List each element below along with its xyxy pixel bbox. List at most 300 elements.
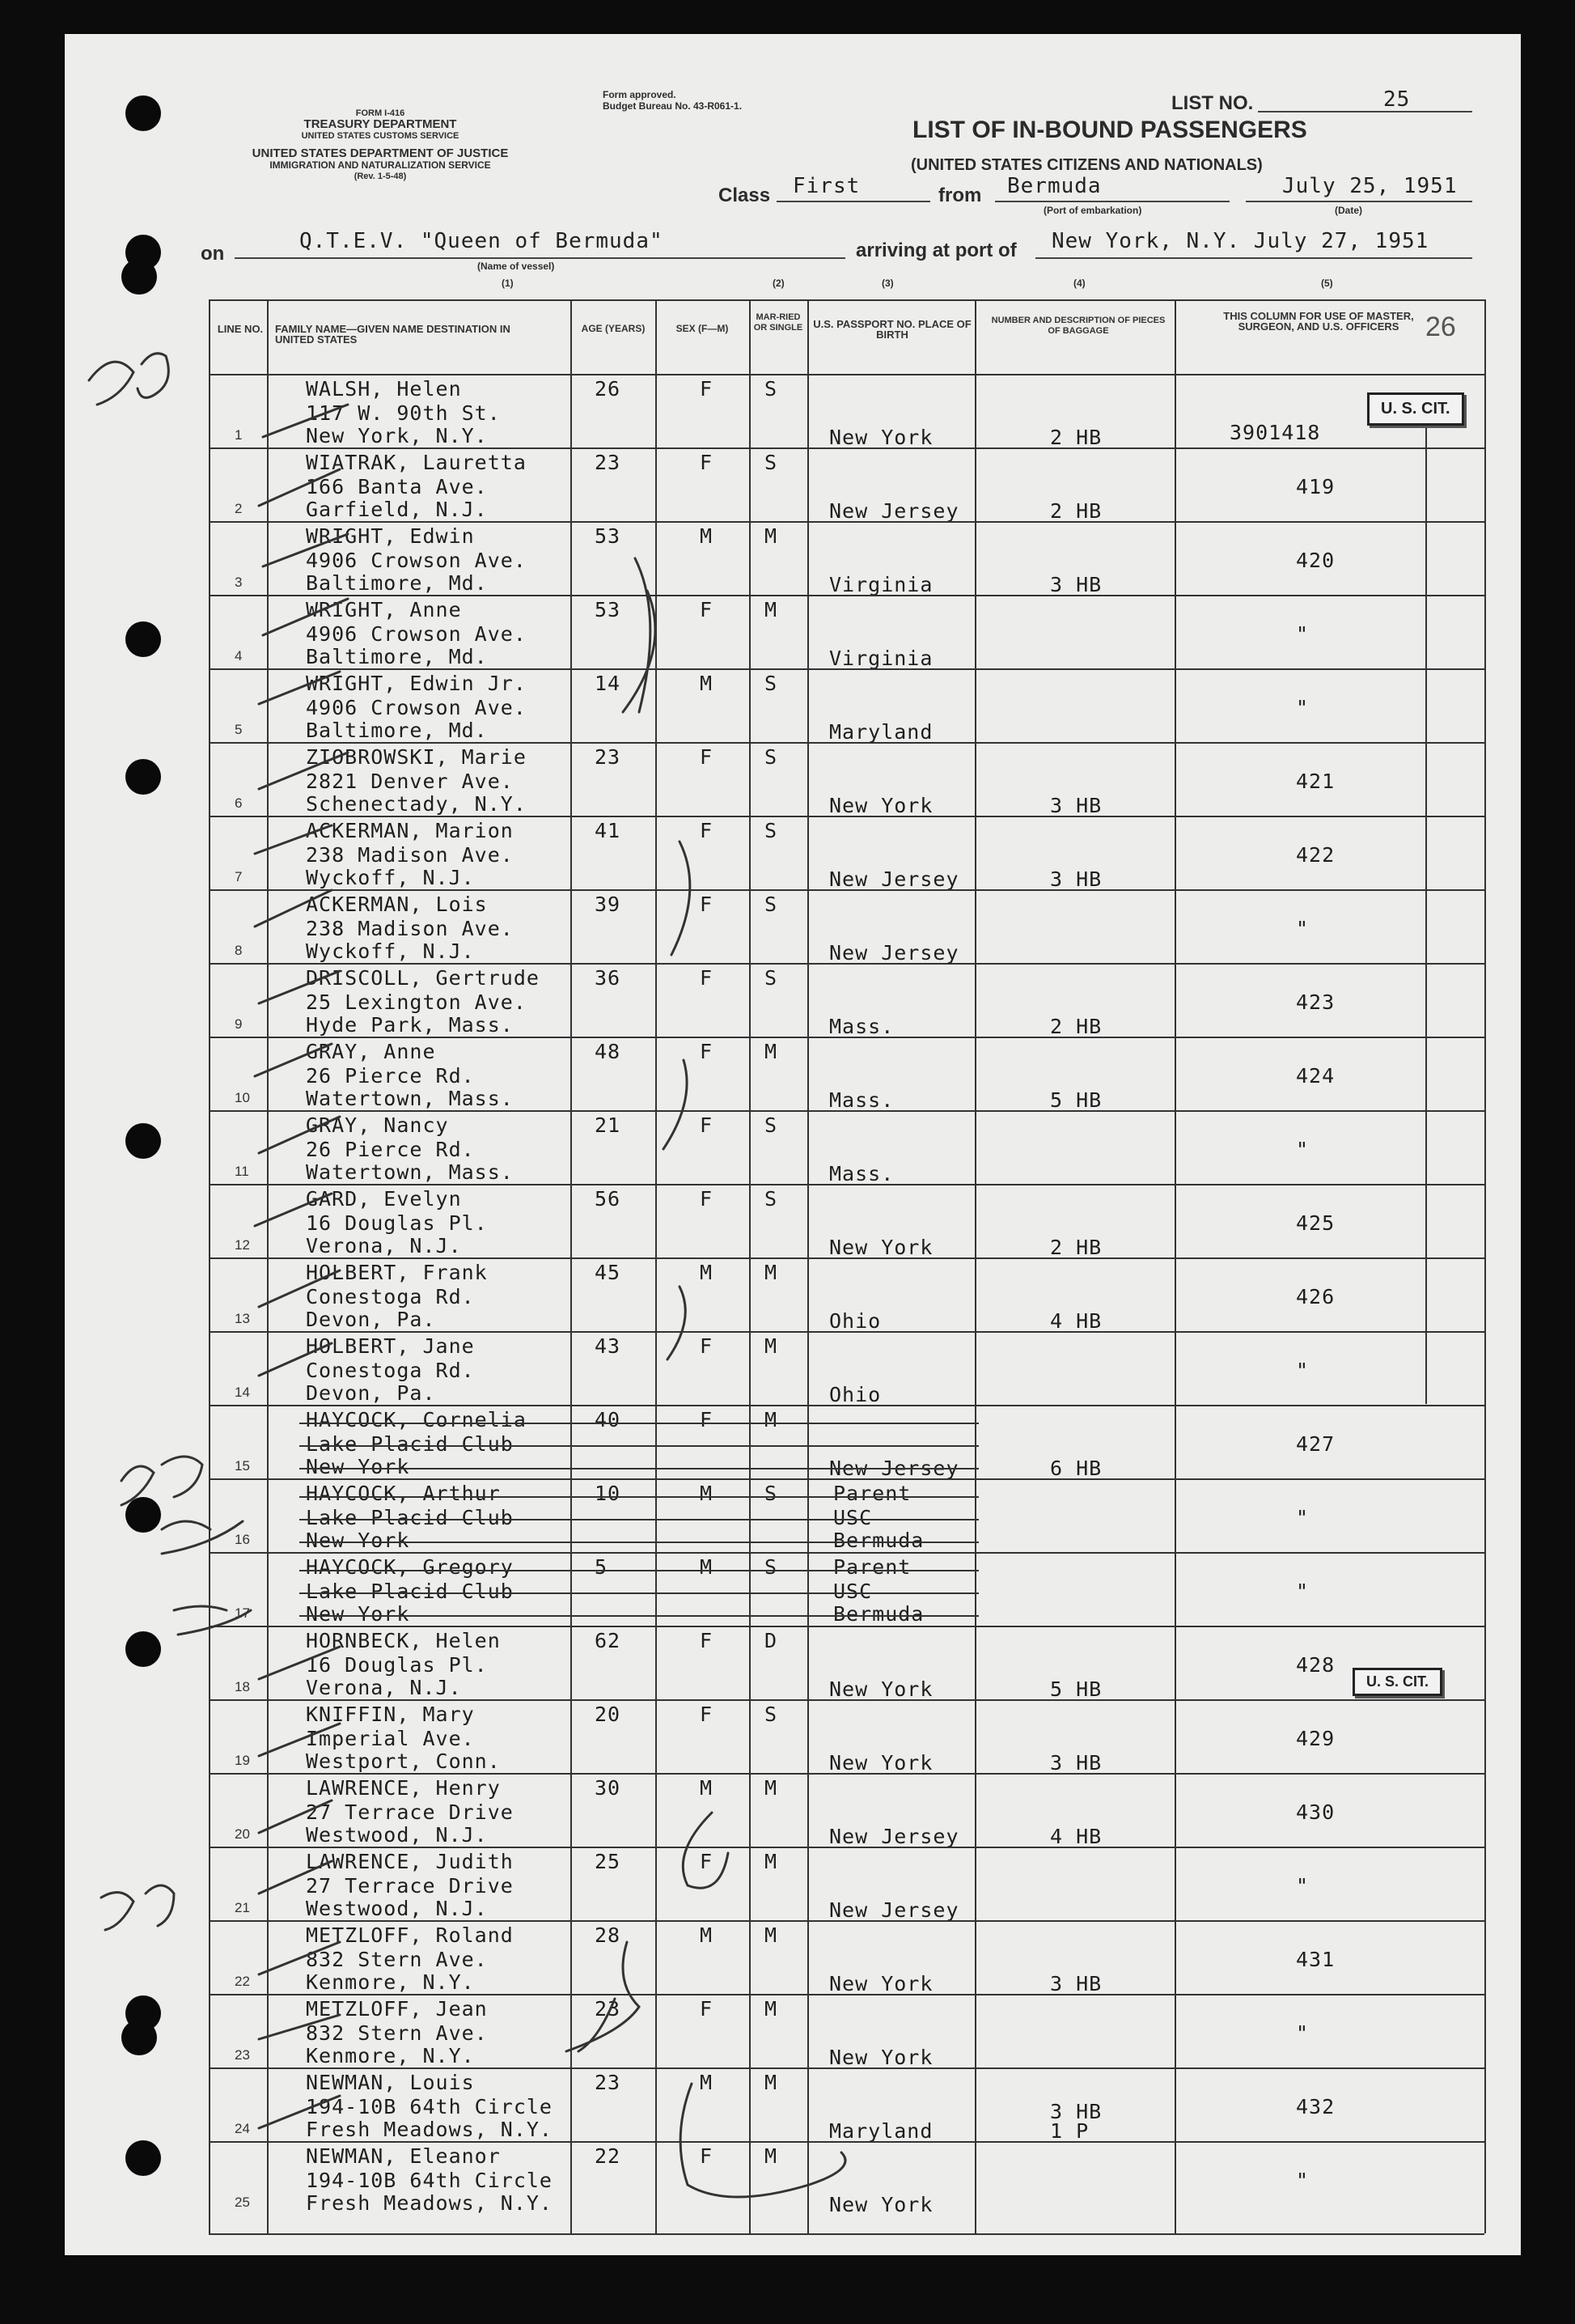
- passenger-city: Westwood, N.J.: [306, 1823, 488, 1847]
- place-of-birth: Mass.: [829, 1162, 895, 1185]
- passenger-name: NEWMAN, Eleanor: [306, 2144, 501, 2168]
- place-of-birth: Virginia: [829, 573, 934, 596]
- baggage: 3 HB: [1050, 2100, 1103, 2123]
- vessel-name: Q.T.E.V. "Queen of Bermuda": [299, 229, 663, 253]
- line-number: 25: [235, 2195, 250, 2210]
- passenger-age: 48: [595, 1040, 621, 1063]
- strikethrough-line: [299, 1592, 979, 1594]
- table-row-rule: [209, 963, 1484, 965]
- passenger-age: 23: [595, 451, 621, 474]
- passenger-name: WRIGHT, Edwin: [306, 524, 475, 548]
- table-row-rule: [209, 1920, 1484, 1922]
- passenger-name: METZLOFF, Jean: [306, 1997, 488, 2021]
- from-label: from: [938, 184, 982, 206]
- passenger-address: 27 Terrace Drive: [306, 1874, 514, 1898]
- passenger-city: Fresh Meadows, N.Y.: [306, 2191, 553, 2215]
- officer-number: 431: [1296, 1948, 1336, 1971]
- passenger-age: 25: [595, 1850, 621, 1873]
- strikethrough-line: [299, 1468, 979, 1469]
- line-number: 2: [235, 501, 243, 516]
- col-num-4: (4): [1073, 278, 1086, 289]
- officer-number: 3901418: [1230, 421, 1321, 444]
- header-sex: SEX (F—M): [675, 323, 729, 334]
- passenger-address: Conestoga Rd.: [306, 1359, 475, 1382]
- table-row-rule: [209, 1773, 1484, 1775]
- passenger-city: Garfield, N.J.: [306, 498, 488, 521]
- table-row-rule: [209, 1552, 1484, 1554]
- passenger-city: Verona, N.J.: [306, 1234, 462, 1257]
- passenger-name: METZLOFF, Roland: [306, 1923, 514, 1947]
- officer-number: 419: [1296, 475, 1336, 498]
- passenger-sex: F: [700, 1334, 713, 1358]
- passenger-sex: M: [700, 524, 713, 548]
- place-of-birth: Ohio: [829, 1383, 882, 1406]
- passenger-age: 45: [595, 1261, 621, 1284]
- table-row-rule: [209, 2141, 1484, 2143]
- date-value: July 25, 1951: [1282, 174, 1458, 198]
- passenger-address: 2821 Denver Ave.: [306, 770, 514, 793]
- place-of-birth: New York: [829, 1677, 934, 1701]
- line-number: 22: [235, 1974, 250, 1989]
- line-number: 21: [235, 1900, 250, 1915]
- passenger-sex: F: [700, 598, 713, 621]
- binder-hole: [125, 95, 161, 131]
- form-number: FORM I-416: [355, 108, 405, 118]
- passenger-marital-status: S: [764, 1703, 778, 1726]
- passenger-age: 40: [595, 1408, 621, 1431]
- line-number: 12: [235, 1237, 250, 1253]
- passenger-address: Lake Placid Club: [306, 1506, 514, 1529]
- on-label: on: [201, 243, 225, 265]
- passenger-marital-status: S: [764, 819, 778, 842]
- officer-number: ": [1296, 1138, 1310, 1161]
- passenger-sex: M: [700, 1482, 713, 1505]
- passenger-sex: F: [700, 745, 713, 769]
- binder-hole: [125, 1497, 161, 1533]
- vessel-caption: (Name of vessel): [477, 261, 555, 272]
- passenger-age: 23: [595, 745, 621, 769]
- passenger-name: LAWRENCE, Judith: [306, 1850, 514, 1873]
- baggage: 4 HB: [1050, 1309, 1103, 1333]
- passenger-sex: M: [700, 1923, 713, 1947]
- line-number: 13: [235, 1311, 250, 1326]
- officer-number: ": [1296, 1580, 1310, 1603]
- passenger-city: Schenectady, N.Y.: [306, 792, 527, 816]
- passenger-name: GRAY, Nancy: [306, 1113, 449, 1137]
- passenger-sex: F: [700, 377, 713, 401]
- passenger-age: 10: [595, 1482, 621, 1505]
- table-column-rule: [749, 299, 751, 2233]
- strikethrough-line: [299, 1542, 979, 1543]
- page-mark: 26: [1425, 312, 1456, 342]
- passenger-name: HAYCOCK, Cornelia: [306, 1408, 527, 1431]
- list-title: LIST OF IN-BOUND PASSENGERS: [912, 117, 1307, 143]
- place-of-birth: Parent: [833, 1555, 912, 1579]
- passenger-sex: F: [700, 2144, 713, 2168]
- passenger-name: HAYCOCK, Gregory: [306, 1555, 514, 1579]
- line-number: 14: [235, 1385, 250, 1400]
- passenger-city: Verona, N.J.: [306, 1676, 462, 1699]
- table-column-rule: [807, 299, 809, 2233]
- passenger-age: 62: [595, 1629, 621, 1652]
- passenger-city: Devon, Pa.: [306, 1381, 436, 1405]
- table-row-rule: [209, 447, 1484, 449]
- passenger-marital-status: M: [764, 1334, 778, 1358]
- col-num-2: (2): [773, 278, 785, 289]
- table-column-rule: [975, 299, 976, 2233]
- officer-number: 425: [1296, 1211, 1336, 1235]
- table-column-rule: [570, 299, 572, 2233]
- place-of-birth-2: USC: [833, 1506, 873, 1529]
- approval-block: [603, 89, 742, 112]
- place-of-birth: Maryland: [829, 2119, 934, 2143]
- passenger-name: HAYCOCK, Arthur: [306, 1482, 501, 1505]
- passenger-address: 832 Stern Ave.: [306, 2021, 488, 2045]
- justice-dept: UNITED STATES DEPARTMENT OF JUSTICE: [252, 146, 509, 160]
- header-officers: THIS COLUMN FOR USE OF MASTER, SURGEON, AND U.S. OFFICERS: [1223, 310, 1414, 333]
- binder-hole: [125, 759, 161, 795]
- passenger-address: 166 Banta Ave.: [306, 475, 488, 498]
- officer-number: ": [1296, 1874, 1310, 1898]
- table-column-rule: [655, 299, 657, 2233]
- line-number: 4: [235, 648, 243, 664]
- list-number-rule: [1258, 111, 1472, 112]
- from-caption: (Port of embarkation): [1044, 205, 1142, 216]
- passenger-marital-status: M: [764, 1923, 778, 1947]
- table-row-rule: [209, 742, 1484, 744]
- table-row-rule: [209, 1994, 1484, 1995]
- passenger-marital-status: S: [764, 1113, 778, 1137]
- place-of-birth: New Jersey: [829, 1457, 959, 1480]
- line-number: 10: [235, 1090, 250, 1105]
- place-of-birth: Maryland: [829, 720, 934, 744]
- table-row-rule: [209, 1478, 1484, 1480]
- passenger-name: LAWRENCE, Henry: [306, 1776, 501, 1800]
- passenger-name: DRISCOLL, Gertrude: [306, 966, 540, 990]
- line-number: 11: [235, 1164, 249, 1179]
- place-of-birth: Ohio: [829, 1309, 882, 1333]
- col-num-3: (3): [882, 278, 894, 289]
- list-subtitle: (UNITED STATES CITIZENS AND NATIONALS): [911, 156, 1263, 174]
- place-of-birth: Mass.: [829, 1015, 895, 1038]
- passenger-address: 4906 Crowson Ave.: [306, 622, 527, 646]
- passenger-marital-status: S: [764, 745, 778, 769]
- officer-number: 429: [1296, 1727, 1336, 1750]
- baggage: 3 HB: [1050, 794, 1103, 817]
- strikethrough-line: [299, 1445, 979, 1447]
- passenger-address: Lake Placid Club: [306, 1580, 514, 1603]
- passenger-address: Lake Placid Club: [306, 1432, 514, 1456]
- header-married: MAR-RIED OR SINGLE: [753, 312, 803, 333]
- passenger-marital-status: S: [764, 1482, 778, 1505]
- table-row-rule: [209, 1110, 1484, 1112]
- vessel-rule: [235, 257, 845, 259]
- table-row-rule: [209, 1331, 1484, 1333]
- passenger-sex: F: [700, 1040, 713, 1063]
- table-column-rule: [1484, 299, 1486, 2233]
- baggage: 5 HB: [1050, 1677, 1103, 1701]
- passenger-marital-status: S: [764, 966, 778, 990]
- table-row-rule: [209, 299, 1484, 301]
- line-number: 17: [235, 1605, 250, 1621]
- passenger-marital-status: M: [764, 2144, 778, 2168]
- us-citizen-stamp: U. S. CIT.: [1353, 1668, 1442, 1696]
- baggage: 2 HB: [1050, 1236, 1103, 1259]
- place-of-birth-3: Bermuda: [833, 1602, 925, 1626]
- header-baggage: NUMBER AND DESCRIPTION OF PIECES OF BAGGAGE: [991, 316, 1166, 336]
- baggage: 3 HB: [1050, 1751, 1103, 1775]
- budget-bureau: Budget Bureau No. 43-R061-1.: [603, 100, 743, 112]
- passenger-sex: F: [700, 819, 713, 842]
- passenger-marital-status: M: [764, 2071, 778, 2094]
- passenger-city: Hyde Park, Mass.: [306, 1013, 514, 1037]
- ins-service: IMMIGRATION AND NATURALIZATION SERVICE: [269, 159, 491, 171]
- passenger-age: 56: [595, 1187, 621, 1211]
- table-row-rule: [209, 1184, 1484, 1185]
- agency-block: [194, 108, 566, 182]
- passenger-name: WRIGHT, Anne: [306, 598, 462, 621]
- passenger-marital-status: M: [764, 1776, 778, 1800]
- passenger-address: 194-10B 64th Circle: [306, 2169, 553, 2192]
- table-column-rule: [267, 299, 269, 2233]
- header-passport: U.S. PASSPORT NO. PLACE OF BIRTH: [813, 318, 972, 341]
- passenger-age: 26: [595, 377, 621, 401]
- arrival-rule: [1035, 257, 1472, 259]
- passenger-address: 16 Douglas Pl.: [306, 1653, 488, 1677]
- passenger-address: 194-10B 64th Circle: [306, 2095, 553, 2118]
- col-num-5: (5): [1321, 278, 1333, 289]
- class-value: First: [793, 174, 861, 198]
- table-row-rule: [209, 595, 1484, 596]
- passenger-age: 43: [595, 1334, 621, 1358]
- passenger-age: 36: [595, 966, 621, 990]
- passenger-name: HOLBERT, Jane: [306, 1334, 475, 1358]
- binder-hole: [125, 1123, 161, 1159]
- passenger-city: Watertown, Mass.: [306, 1160, 514, 1184]
- passenger-marital-status: S: [764, 672, 778, 695]
- passenger-name: HORNBECK, Helen: [306, 1629, 501, 1652]
- table-row-rule: [209, 1699, 1484, 1701]
- date-caption: (Date): [1335, 205, 1363, 216]
- place-of-birth: New Jersey: [829, 1898, 959, 1922]
- baggage: 5 HB: [1050, 1088, 1103, 1112]
- passenger-sex: F: [700, 966, 713, 990]
- line-number: 3: [235, 575, 243, 590]
- passenger-sex: F: [700, 451, 713, 474]
- passenger-marital-status: M: [764, 1261, 778, 1284]
- binder-hole: [125, 2140, 161, 2176]
- officer-number: ": [1296, 622, 1310, 646]
- line-number: 20: [235, 1826, 250, 1842]
- passenger-sex: F: [700, 1113, 713, 1137]
- treasury-dept: TREASURY DEPARTMENT: [303, 117, 457, 131]
- baggage-2: 1 P: [1050, 2119, 1090, 2143]
- baggage: 3 HB: [1050, 573, 1103, 596]
- passenger-city: Kenmore, N.Y.: [306, 1970, 475, 1994]
- line-number: 8: [235, 943, 243, 958]
- line-number: 5: [235, 722, 243, 737]
- officer-number: 432: [1296, 2095, 1336, 2118]
- table-row-rule: [209, 1626, 1484, 1627]
- officer-number: 430: [1296, 1800, 1336, 1824]
- passenger-name: WRIGHT, Edwin Jr.: [306, 672, 527, 695]
- form-approved: Form approved.: [603, 89, 676, 100]
- passenger-age: 30: [595, 1776, 621, 1800]
- line-number: 24: [235, 2121, 250, 2136]
- officer-number: ": [1296, 1506, 1310, 1529]
- table-column-rule: [209, 299, 210, 2233]
- table-row-rule: [209, 668, 1484, 670]
- table-row-rule: [209, 521, 1484, 523]
- from-rule: [995, 201, 1230, 202]
- passenger-sex: M: [700, 1555, 713, 1579]
- place-of-birth: New Jersey: [829, 941, 959, 965]
- officer-number: ": [1296, 2021, 1310, 2045]
- passenger-city: Westwood, N.J.: [306, 1897, 488, 1920]
- header-line-no: LINE NO.: [217, 323, 264, 335]
- binder-hole: [125, 621, 161, 657]
- passenger-sex: M: [700, 672, 713, 695]
- binder-hole: [125, 1631, 161, 1667]
- place-of-birth: Parent: [833, 1482, 912, 1505]
- passenger-marital-status: S: [764, 1555, 778, 1579]
- passenger-sex: F: [700, 1629, 713, 1652]
- from-value: Bermuda: [1007, 174, 1102, 198]
- passenger-sex: F: [700, 1408, 713, 1431]
- passenger-address: 26 Pierce Rd.: [306, 1138, 475, 1161]
- passenger-sex: M: [700, 2071, 713, 2094]
- passenger-sex: F: [700, 1703, 713, 1726]
- line-number: 6: [235, 795, 243, 811]
- line-number: 7: [235, 869, 243, 884]
- officer-number: 420: [1296, 549, 1336, 572]
- place-of-birth: Virginia: [829, 647, 934, 670]
- passenger-sex: F: [700, 893, 713, 916]
- passenger-name: NEWMAN, Louis: [306, 2071, 475, 2094]
- passenger-city: Devon, Pa.: [306, 1308, 436, 1331]
- table-row-rule: [209, 2233, 1484, 2235]
- passenger-address: 832 Stern Ave.: [306, 1948, 488, 1971]
- place-of-birth: New York: [829, 794, 934, 817]
- passenger-address: 4906 Crowson Ave.: [306, 549, 527, 572]
- passenger-city: Baltimore, Md.: [306, 571, 488, 595]
- place-of-birth: New York: [829, 2046, 934, 2069]
- place-of-birth: New Jersey: [829, 1825, 959, 1848]
- passenger-name: WALSH, Helen: [306, 377, 462, 401]
- header-age: AGE (YEARS): [581, 323, 646, 334]
- table-row-rule: [209, 1257, 1484, 1259]
- officer-number: 428: [1296, 1653, 1336, 1677]
- line-number: 9: [235, 1016, 243, 1032]
- officer-number: 422: [1296, 843, 1336, 867]
- table-column-rule: [1175, 299, 1176, 2233]
- line-number: 1: [235, 427, 243, 443]
- passenger-name: HOLBERT, Frank: [306, 1261, 488, 1284]
- line-number: 23: [235, 2047, 250, 2063]
- passenger-city: Kenmore, N.Y.: [306, 2044, 475, 2067]
- passenger-age: 53: [595, 524, 621, 548]
- line-number: 19: [235, 1753, 250, 1768]
- passenger-name: ACKERMAN, Marion: [306, 819, 514, 842]
- officer-number: ": [1296, 1359, 1310, 1382]
- passenger-address: 238 Madison Ave.: [306, 843, 514, 867]
- table-row-rule: [209, 889, 1484, 891]
- baggage: 3 HB: [1050, 1972, 1103, 1995]
- officer-number: 424: [1296, 1064, 1336, 1088]
- officer-number: 426: [1296, 1285, 1336, 1308]
- officer-number: 423: [1296, 990, 1336, 1014]
- passenger-address: 4906 Crowson Ave.: [306, 696, 527, 719]
- binder-hole: [121, 259, 157, 295]
- passenger-city: Wyckoff, N.J.: [306, 866, 475, 889]
- officer-inner-rule: [1425, 413, 1427, 1404]
- passenger-age: 23: [595, 2071, 621, 2094]
- line-number: 15: [235, 1458, 250, 1474]
- binder-hole: [121, 2020, 157, 2055]
- passenger-name: ACKERMAN, Lois: [306, 893, 488, 916]
- passenger-address: 16 Douglas Pl.: [306, 1211, 488, 1235]
- baggage: 2 HB: [1050, 426, 1103, 449]
- place-of-birth: New York: [829, 1972, 934, 1995]
- table-row-rule: [209, 374, 1484, 375]
- passenger-name: ZIOBROWSKI, Marie: [306, 745, 527, 769]
- strikethrough-line: [299, 1496, 979, 1498]
- passenger-sex: F: [700, 1850, 713, 1873]
- passenger-address: 25 Lexington Ave.: [306, 990, 527, 1014]
- passenger-age: 39: [595, 893, 621, 916]
- place-of-birth: New York: [829, 426, 934, 449]
- passenger-age: 23: [595, 1997, 621, 2021]
- place-of-birth: New York: [829, 1236, 934, 1259]
- passenger-address: 238 Madison Ave.: [306, 917, 514, 940]
- strikethrough-line: [299, 1519, 979, 1520]
- passenger-name: KNIFFIN, Mary: [306, 1703, 475, 1726]
- list-number: 25: [1383, 87, 1411, 112]
- passenger-age: 20: [595, 1703, 621, 1726]
- passenger-marital-status: D: [764, 1629, 778, 1652]
- passenger-marital-status: M: [764, 598, 778, 621]
- baggage: 6 HB: [1050, 1457, 1103, 1480]
- place-of-birth: Mass.: [829, 1088, 895, 1112]
- officer-number: ": [1296, 696, 1310, 719]
- passenger-marital-status: S: [764, 1187, 778, 1211]
- officer-number: 421: [1296, 770, 1336, 793]
- passenger-city: New York: [306, 1602, 410, 1626]
- passenger-city: Watertown, Mass.: [306, 1087, 514, 1110]
- table-row-rule: [209, 1405, 1484, 1406]
- place-of-birth: New Jersey: [829, 499, 959, 523]
- passenger-address: 27 Terrace Drive: [306, 1800, 514, 1824]
- revision: (Rev. 1-5-48): [354, 172, 407, 181]
- table-row-rule: [209, 1037, 1484, 1038]
- baggage: 3 HB: [1050, 867, 1103, 891]
- passenger-city: Wyckoff, N.J.: [306, 939, 475, 963]
- passenger-age: 41: [595, 819, 621, 842]
- passenger-city: Fresh Meadows, N.Y.: [306, 2118, 553, 2141]
- passenger-marital-status: M: [764, 1040, 778, 1063]
- passenger-marital-status: S: [764, 451, 778, 474]
- passenger-marital-status: M: [764, 524, 778, 548]
- header-name: FAMILY NAME—GIVEN NAME DESTINATION IN UNITED STATES: [275, 323, 510, 346]
- officer-number: ": [1296, 917, 1310, 940]
- passenger-name: GRAY, Anne: [306, 1040, 436, 1063]
- passenger-name: GARD, Evelyn: [306, 1187, 462, 1211]
- passenger-marital-status: M: [764, 1850, 778, 1873]
- list-number-label: LIST NO.: [1171, 92, 1254, 114]
- place-of-birth-2: USC: [833, 1580, 873, 1603]
- passenger-city: New York: [306, 1529, 410, 1552]
- place-of-birth: New York: [829, 1751, 934, 1775]
